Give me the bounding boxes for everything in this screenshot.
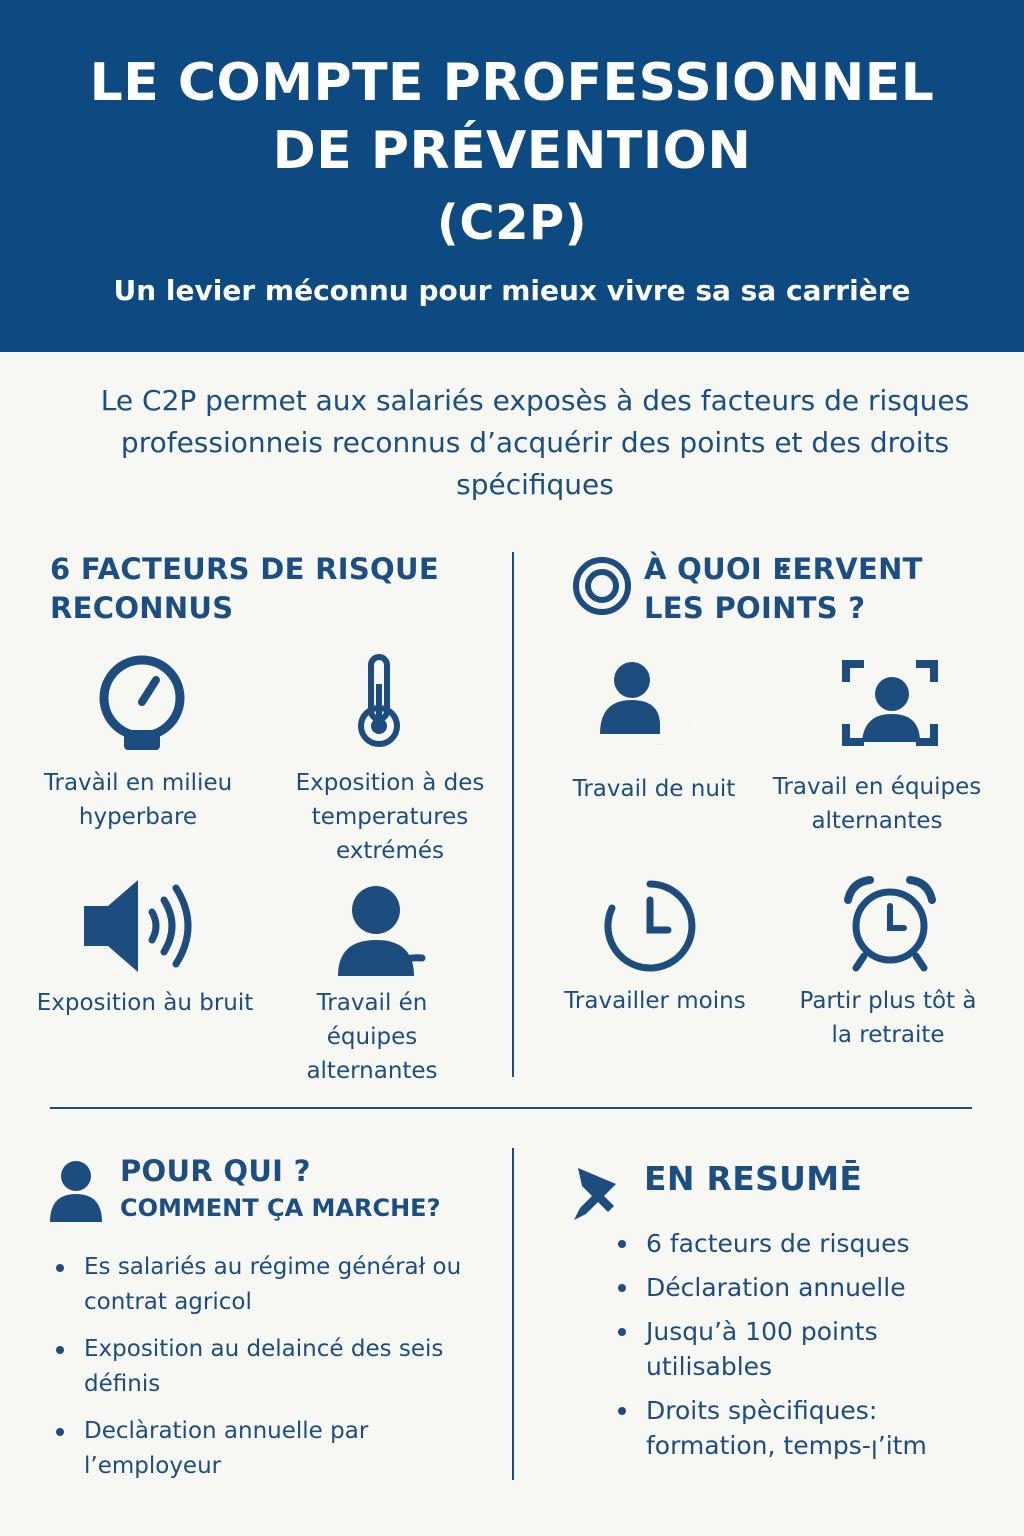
points-title-line-1: À QUOI ⵟERVENT <box>644 552 923 586</box>
header-banner <box>0 0 1024 352</box>
points-label-travailler-moins: Travailler moins <box>564 988 746 1014</box>
summary-title: EN RESUMĒ <box>644 1159 863 1198</box>
who-bullet-2: Exposition au delaincé des seis définis <box>52 1332 472 1402</box>
person-icon <box>50 1160 102 1222</box>
horizontal-divider <box>50 1107 972 1109</box>
alarm-clock-icon <box>842 876 938 972</box>
who-bullet-1: Es salariés au régime générał ou contrat agricol <box>52 1250 472 1320</box>
who-title-line-1: POUR QUI ? <box>120 1154 311 1188</box>
who-bullet-3: Declàration annuelle par l’employeur <box>52 1414 472 1484</box>
person-moon-icon <box>598 660 708 750</box>
person-frame-icon <box>842 660 938 746</box>
title-line-1: LE COMPTE PROFESSIONNEL <box>89 53 935 113</box>
who-bullet-list <box>52 1250 472 1496</box>
who-title-line-2: COMMENT ÇA MARCHE? <box>120 1194 441 1222</box>
pin-icon <box>570 1164 622 1222</box>
risks-title-line-2: RECONNUS <box>50 591 234 625</box>
target-icon <box>572 556 632 616</box>
speaker-icon <box>82 876 194 976</box>
summary-bullet-list <box>614 1226 994 1472</box>
intro-text: Le C2P permet aux salariés exposès à des facteurs de risques professionneis reconnus d’acquérir des points et des droits spécifiques <box>100 384 970 501</box>
points-title-line-2: LES POINTS ? <box>644 591 866 625</box>
points-label-nuit: Travail de nuit <box>572 776 736 802</box>
summary-bullet-4: Droits spècifiques: formation, temps-ꞁ’itm <box>614 1393 994 1463</box>
summary-bullet-2: Déclaration annuelle <box>614 1270 994 1305</box>
pressure-gauge-icon <box>96 654 188 754</box>
vertical-divider-top <box>512 552 514 1077</box>
thermometer-icon <box>356 654 402 748</box>
risk-label-temperatures: Exposition à des temperatures extrémés <box>295 770 485 864</box>
points-label-retraite: Partir plus tôt à la retraite <box>799 988 977 1048</box>
summary-bullet-3: Jusqu’à 100 points utilisables <box>614 1314 994 1384</box>
summary-bullet-1: 6 facteurs de risques <box>614 1226 994 1261</box>
vertical-divider-bottom <box>512 1148 514 1480</box>
worker-icon <box>336 884 426 978</box>
title-line-2: DE PRÉVENTION <box>272 121 752 181</box>
risks-title-line-1: 6 FACTEURS DE RISQUE <box>50 552 439 586</box>
risk-label-equipes: Travail én équipes alternantes <box>306 990 438 1084</box>
subtitle: Un levier méconnu pour mieux vivre sa sa carrière <box>113 274 911 307</box>
risk-label-hyperbare: Travàil en milieu hyperbare <box>43 770 233 830</box>
points-label-equipes: Travail en équipes alternantes <box>772 774 982 834</box>
clock-icon <box>602 878 698 974</box>
risk-label-bruit: Exposition àu bruit <box>36 990 254 1016</box>
title-line-3: (C2P) <box>436 195 588 251</box>
